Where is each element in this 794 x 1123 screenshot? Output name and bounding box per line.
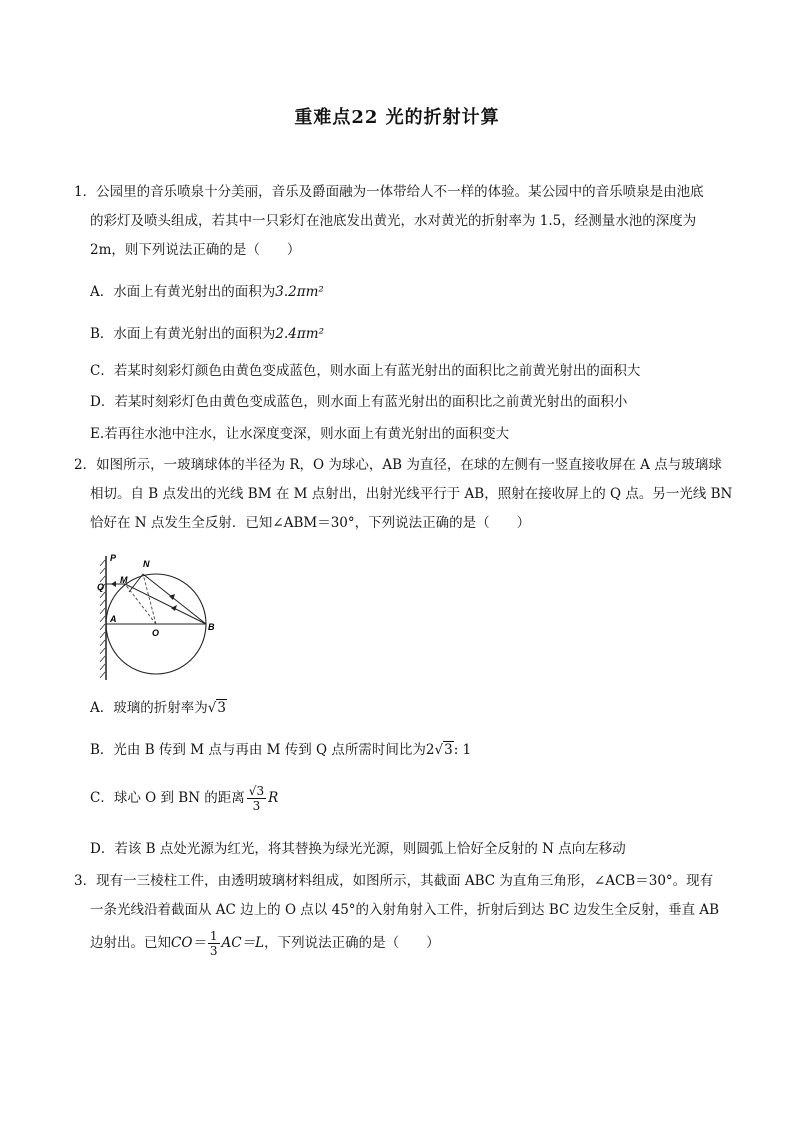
q1-option-e: E.若再往水池中注水，让水深度变深，则水面上有黄光射出的面积变大 [90,426,510,442]
q1-option-d: D．若某时刻彩灯色由黄色变成蓝色，则水面上有蓝光射出的面积比之前黄光射出的面积小 [90,394,628,410]
q2-option-b-radicand: 3 [444,742,453,758]
q3-line-3-post: ，下列说法正确的是（ ） [264,935,440,951]
q2-line-2: 相切。自 B 点发出的光线 BM 在 M 点射出，出射光线平行于 AB，照射在接收屏上的 Q 点。另一光线 BN [90,486,733,502]
arrow-mq [111,581,116,587]
sqrt-symbol: √3 [434,742,453,758]
page-title: 重难点22 光的折射计算 [294,107,500,128]
q2-option-a [90,697,730,719]
label-p: P [110,553,117,563]
arrow-bm [171,605,177,611]
q3-line-3-math-pre: CO＝ [171,935,206,951]
q3-denominator: 3 [209,944,218,958]
q1-line-3: 2m，则下列说法正确的是（ ） [90,242,301,258]
normal-om [125,584,156,624]
glass-sphere-diagram [97,552,227,682]
q3-line-2: 一条光线沿着截面从 AC 边上的 O 点以 45°的入射角射入工件，折射后到达 BC 边发生全反射，垂直 AB [90,902,720,918]
question-2 [74,451,733,538]
q2-option-c-numerator: √3 [248,784,265,798]
sqrt-symbol: √3 [207,700,226,716]
q1-option-b-text: B．水面上有黄光射出的面积为 [90,326,276,342]
q2-option-c-post: R [268,790,279,806]
label-q: Q [97,582,105,592]
q1-option-a-math: 3.2πm² [275,284,324,300]
q2-option-b [90,739,730,761]
label-a: A [110,614,117,624]
q2-option-b-text: B．光由 B 传到 M 点与再由 M 传到 Q 点所需时间比为 [90,742,426,758]
q1-option-a [90,281,730,303]
q3-line-3-pre: 边射出。已知 [90,935,171,951]
q1-option-a-text: A．水面上有黄光射出的面积为 [90,284,276,300]
question-1 [74,178,724,265]
q3-fraction [208,929,220,958]
q2-line-1: 2．如图所示，一玻璃球体的半径为 R，O 为球心，AB 为直径，在球的左侧有一竖直接收屏在 A 点与玻璃球 [74,457,722,473]
label-o: O [152,628,160,638]
q1-option-b [90,323,730,345]
q2-option-c-denominator: 3 [252,799,261,813]
screen-hatching [100,560,105,678]
q2-option-a-radicand: 3 [217,700,226,716]
q2-option-c-fraction [247,784,266,813]
label-b: B [208,622,215,632]
q2-option-c [90,784,730,813]
ray-bn [143,574,206,624]
q2-line-3: 恰好在 N 点发生全反射．已知∠ABM＝30°，下列说法正确的是（ ） [90,515,531,531]
q3-line-3-math-post: AC＝L [221,935,265,951]
q1-line-2: 的彩灯及喷头组成，若其中一只彩灯在池底发出黄光，水对黄光的折射率为 1.5，经测量水池的深度为 [90,213,697,229]
q2-option-c-text: C．球心 O 到 BN 的距离 [90,790,245,806]
q2-option-b-coef: 2 [425,742,435,758]
label-n: N [143,559,150,569]
q2-option-a-text: A．玻璃的折射率为 [90,700,208,716]
q2-option-b-post: : 1 [453,742,472,758]
q3-numerator: 1 [209,929,218,943]
q1-option-b-math: 2.4πm² [275,326,324,342]
q3-line-1: 3．现有一三棱柱工件，由透明玻璃材料组成，如图所示，其截面 ABC 为直角三角形，∠ACB＝30°。现有 [74,873,714,889]
q2-option-d: D．若该 B 点处光源为红光，将其替换为绿光光源，则圆弧上恰好全反射的 N 点向左移动 [90,841,626,857]
label-m: M [120,575,128,585]
q3-line-3 [74,929,724,958]
normal-on [143,574,156,624]
q1-option-c: C．若某时刻彩灯颜色由黄色变成蓝色，则水面上有蓝光射出的面积比之前黄光射出的面积大 [90,363,641,379]
ray-bm [125,584,206,624]
question-3 [74,867,724,958]
q1-line-1: 1．公园里的音乐喷泉十分美丽，音乐及爵面融为一体带给人不一样的体验。某公园中的音乐喷泉是由池底 [74,184,704,200]
